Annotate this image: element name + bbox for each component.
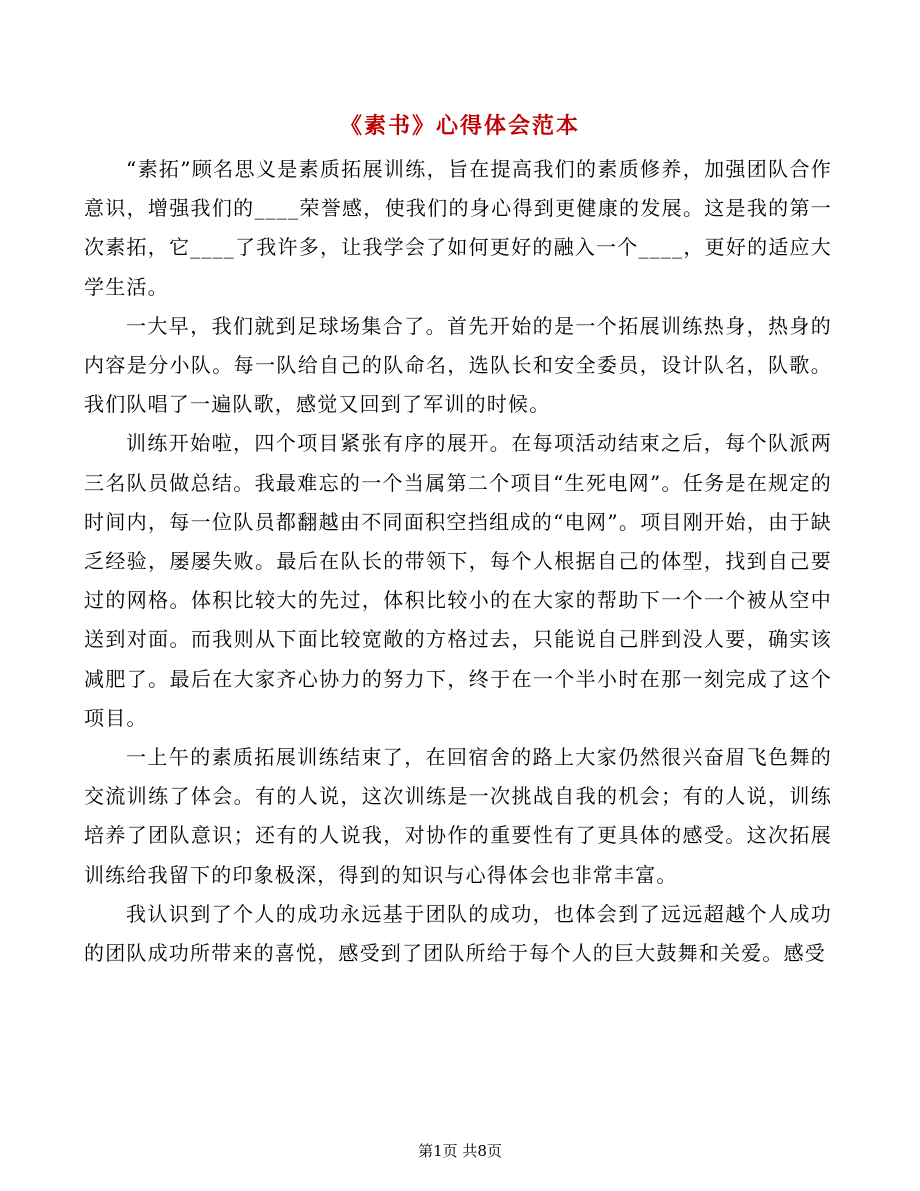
paragraph-1: “素拓”顾名思义是素质拓展训练，旨在提高我们的素质修养，加强团队合作意识，增强我们的____荣誉感，使我们的身心得到更健康的发展。这是我的第一次素拓，它____了我许多，让我学会了如何更好的融入一个____，更好的适应大学生活。 [84,157,832,299]
paragraph-5: 我认识到了个人的成功永远基于团队的成功，也体会到了远远超越个人成功的团队成功所带来的喜悦，感受到了团队所给于每个人的巨大鼓舞和关爱。感受 [84,901,832,966]
document-title: 《素书》心得体会范本 [339,113,580,139]
paragraph-2: 一大早，我们就到足球场集合了。首先开始的是一个拓展训练热身，热身的内容是分小队。每一队给自己的队命名，选队长和安全委员，设计队名，队歌。我们队唱了一遍队歌，感觉又回到了军训的时候。 [84,313,832,417]
paragraph-4: 一上午的素质拓展训练结束了，在回宿舍的路上大家仍然很兴奋眉飞色舞的交流训练了体会。有的人说，这次训练是一次挑战自我的机会；有的人说，训练培养了团队意识；还有的人说我，对协作的重要性有了更具体的感受。这次拓展训练给我留下的印象极深，得到的知识与心得体会也非常丰富。 [84,745,832,887]
page-number-footer: 第1页 共8页 [418,1142,502,1160]
paragraph-3: 训练开始啦，四个项目紧张有序的展开。在每项活动结束之后，每个队派两三名队员做总结。我最难忘的一个当属第二个项目“生死电网”。任务是在规定的时间内，每一位队员都翻越由不同面积空挡组成的“电网”。项目刚开始，由于缺乏经验，屡屡失败。最后在队长的带领下，每个人根据自己的体型，找到自己要过的网格。体积比较大的先过，体积比较小的在大家的帮助下一个一个被从空中送到对面。而我则从下面比较宽敞的方格过去，只能说自己胖到没人要，确实该减肥了。最后在大家齐心协力的努力下，终于在一个半小时在那一刻完成了这个项目。 [84,431,832,730]
document-body [84,150,832,973]
